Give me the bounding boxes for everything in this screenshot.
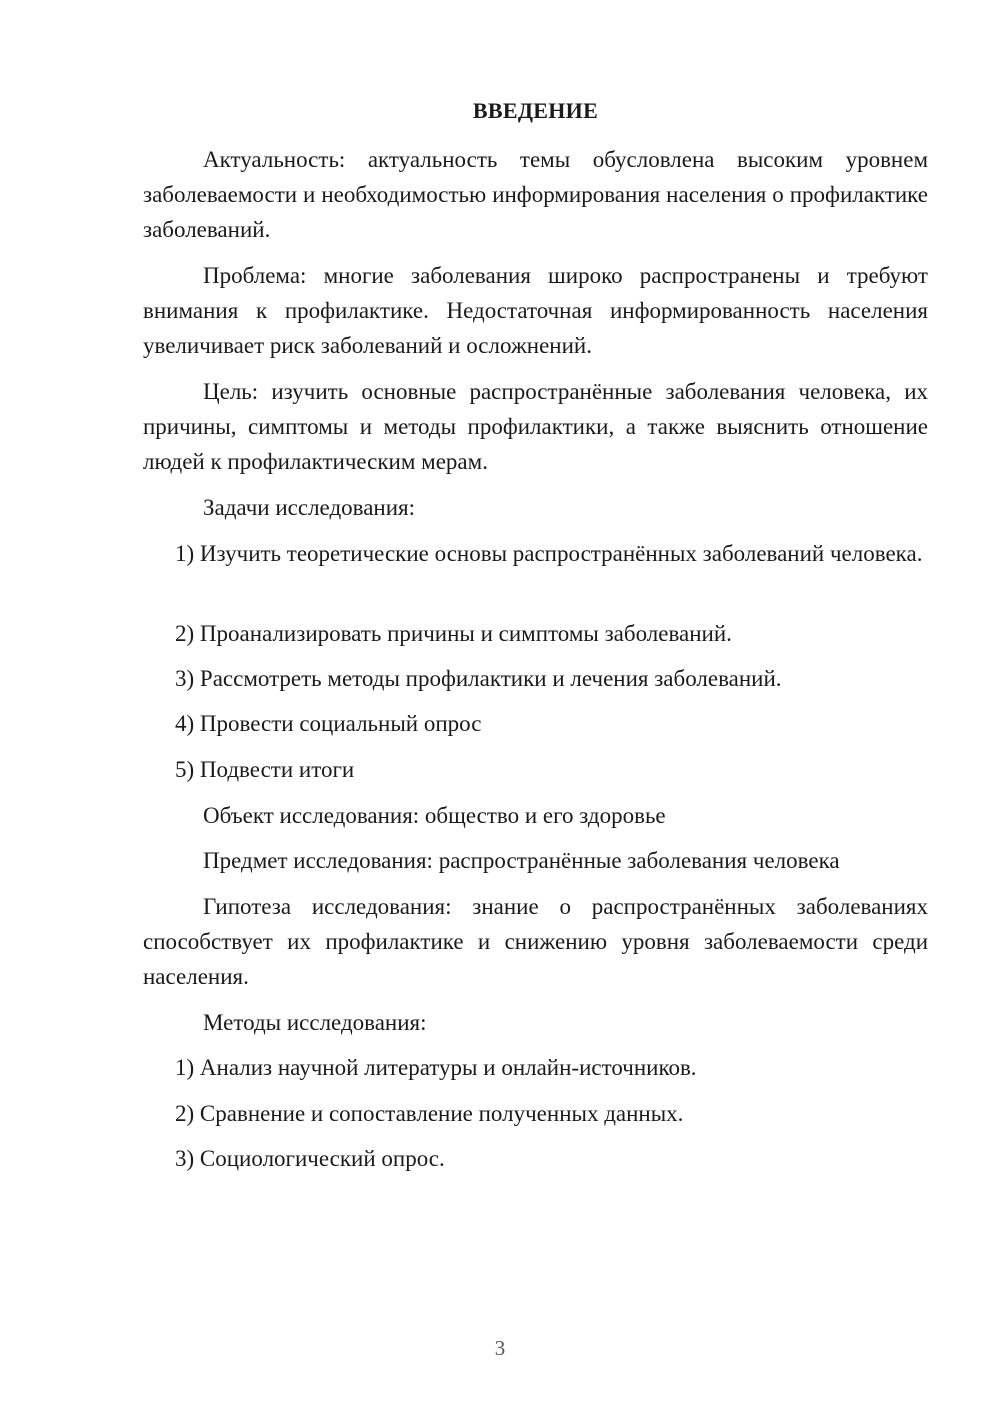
relevance-paragraph: Актуальность: актуальность темы обусловлена высоким уровнем заболеваемости и необходимостью информирования населения о профилактике заболеваний. bbox=[143, 147, 928, 242]
goal-paragraph: Цель: изучить основные распространённые заболевания человека, их причины, симптомы и методы профилактики, а также выяснить отношение людей к профилактическим мерам. bbox=[143, 379, 928, 474]
task-item-5: 5) Подвести итоги bbox=[175, 757, 355, 782]
task-item-4: 4) Провести социальный опрос bbox=[175, 711, 482, 736]
section-heading: ВВЕДЕНИЕ bbox=[472, 98, 599, 123]
task-item-2: 2) Проанализировать причины и симптомы заболеваний. bbox=[175, 621, 732, 646]
method-item-1: 1) Анализ научной литературы и онлайн-источников. bbox=[175, 1055, 697, 1080]
methods-title: Методы исследования: bbox=[203, 1010, 427, 1035]
tasks-title: Задачи исследования: bbox=[203, 495, 416, 520]
page-number: 3 bbox=[494, 1336, 506, 1360]
subject-paragraph: Предмет исследования: распространённые заболевания человека bbox=[203, 848, 840, 873]
task-item-1: 1) Изучить теоретические основы распространённых заболеваний человека. bbox=[175, 541, 923, 566]
method-item-2: 2) Сравнение и сопоставление полученных данных. bbox=[175, 1101, 684, 1126]
object-paragraph: Объект исследования: общество и его здоровье bbox=[203, 803, 666, 828]
hypothesis-paragraph: Гипотеза исследования: знание о распространённых заболеваниях способствует их профилактике и снижению уровня заболеваемости среди населения. bbox=[143, 894, 928, 989]
task-item-3: 3) Рассмотреть методы профилактики и лечения заболеваний. bbox=[175, 666, 782, 691]
problem-paragraph: Проблема: многие заболевания широко распространены и требуют внимания к профилактике. Недостаточная информированность населения увеличивает риск заболеваний и осложнений. bbox=[143, 263, 928, 358]
method-item-3: 3) Социологический опрос. bbox=[175, 1146, 445, 1171]
